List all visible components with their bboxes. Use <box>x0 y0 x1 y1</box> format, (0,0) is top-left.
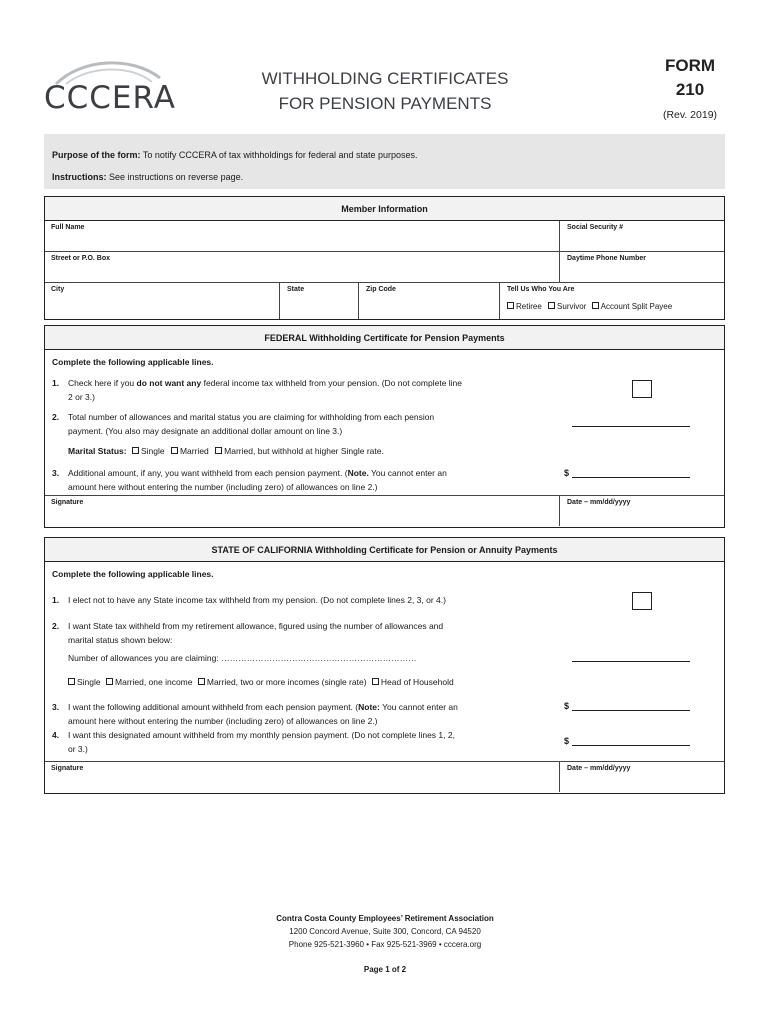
state-signature-field[interactable] <box>45 762 557 792</box>
purpose-label: Purpose of the form: <box>52 150 141 160</box>
state-allowances-line: Number of allowances you are claiming: …………………………………………………………… <box>68 653 417 663</box>
state-section-heading: STATE OF CALIFORNIA Withholding Certificate for Pension or Annuity Payments <box>45 538 724 562</box>
federal-additional-amount-input[interactable]: $ <box>564 468 690 478</box>
checkbox-icon[interactable] <box>592 302 599 309</box>
state-field[interactable] <box>281 283 357 319</box>
checkbox-icon[interactable] <box>215 447 222 454</box>
instructions-label: Instructions: <box>52 172 107 182</box>
federal-line-2: 2. Total number of allowances and marital status you are claiming for withholding from each pension payment. (You also may designate an additional dollar amount on line 3.) <box>52 412 435 436</box>
footer-contact: Phone 925-521-3960 • Fax 925-521-3969 • cccera.org <box>288 940 482 949</box>
member-information-section <box>44 196 725 320</box>
signature-label: Signature <box>51 765 84 772</box>
ssn-label: Social Security # <box>567 224 624 231</box>
checkbox-icon[interactable] <box>132 447 139 454</box>
page-number: Page 1 of 2 <box>363 965 407 974</box>
checkbox-icon[interactable] <box>372 678 379 685</box>
full-name-field[interactable] <box>45 221 557 252</box>
tell-us-field <box>501 283 723 319</box>
checkbox-icon[interactable] <box>548 302 555 309</box>
state-marital-status <box>68 675 454 689</box>
member-section-heading: Member Information <box>45 197 724 221</box>
logo-text: CCCERA <box>44 80 177 116</box>
checkbox-icon[interactable] <box>106 678 113 685</box>
checkbox-icon[interactable] <box>507 302 514 309</box>
street-field[interactable] <box>45 252 557 283</box>
divider <box>559 252 560 282</box>
divider <box>279 283 280 319</box>
state-line-4: 4. I want this designated amount withheld from my monthly pension payment. (Do not complete lines 1, 2, or 3.) <box>52 730 455 754</box>
state-line-1: 1. I elect not to have any State income tax withheld from my pension. (Do not complete lines 2, 3, or 4.) <box>52 595 446 605</box>
option-single[interactable]: Single <box>68 677 101 687</box>
form-revision: (Rev. 2019) <box>662 109 718 121</box>
federal-marital-status <box>68 444 384 458</box>
state-allowances-input[interactable] <box>572 652 690 662</box>
state-withholding-section <box>44 537 725 794</box>
option-married[interactable]: Married <box>171 446 209 456</box>
form-label: FORM <box>664 56 716 75</box>
option-married-higher-single[interactable]: Married, but withhold at higher Single rate. <box>215 446 384 456</box>
document-title <box>240 66 530 116</box>
divider <box>559 762 560 792</box>
purpose-box <box>44 134 725 189</box>
state-line-3: 3. I want the following additional amount withheld from each pension payment. (Note: You cannot enter an amount here without entering the number (including zero) of allowances on line 2.) <box>52 702 458 726</box>
option-account-split-payee[interactable]: Account Split Payee <box>592 302 673 311</box>
zip-label: Zip Code <box>366 286 396 293</box>
full-name-label: Full Name <box>51 224 85 231</box>
footer <box>200 912 570 951</box>
state-complete-instruction: Complete the following applicable lines. <box>52 569 214 579</box>
instructions-text: See instructions on reverse page. <box>109 172 244 182</box>
state-additional-amount-input[interactable]: $ <box>564 701 690 711</box>
instructions-line <box>52 166 717 188</box>
divider <box>499 283 500 319</box>
federal-lines <box>45 350 724 496</box>
state-signature-row <box>45 762 724 792</box>
checkbox-icon[interactable] <box>171 447 178 454</box>
zip-field[interactable] <box>360 283 498 319</box>
title-line-1: WITHHOLDING CERTIFICATES <box>261 69 509 88</box>
divider <box>559 221 560 251</box>
checkbox-icon[interactable] <box>198 678 205 685</box>
federal-line-3: 3. Additional amount, if any, you want withheld from each pension payment. (Note. You cannot enter an amount here without entering the number (including zero) of allowances on line 2.) <box>52 468 447 492</box>
tell-us-label: Tell Us Who You Are <box>507 286 575 293</box>
state-label: State <box>287 286 305 293</box>
option-retiree[interactable]: Retiree <box>507 302 542 311</box>
federal-withholding-section <box>44 325 725 528</box>
state-line-2: 2. I want State tax withheld from my retirement allowance, figured using the number of allowances and marital status shown below: <box>52 621 444 645</box>
option-married-one-income[interactable]: Married, one income <box>106 677 192 687</box>
federal-signature-row <box>45 496 724 526</box>
cccera-logo <box>44 56 177 120</box>
date-label: Date – mm/dd/yyyy <box>567 765 631 772</box>
row-street-phone <box>45 252 724 283</box>
option-survivor[interactable]: Survivor <box>548 302 586 311</box>
checkbox-icon[interactable] <box>68 678 75 685</box>
city-label: City <box>51 286 65 293</box>
marital-status-label: Marital Status: <box>68 446 127 456</box>
street-label: Street or P.O. Box <box>51 255 111 262</box>
state-date-field[interactable] <box>561 762 723 792</box>
federal-line-1: 1. Check here if you do not want any federal income tax withheld from your pension. (Do not complete line 2 or 3.) <box>52 378 463 402</box>
phone-label: Daytime Phone Number <box>567 255 646 262</box>
city-field[interactable] <box>45 283 277 319</box>
option-single[interactable]: Single <box>132 446 165 456</box>
title-line-2: FOR PENSION PAYMENTS <box>278 94 492 113</box>
purpose-line <box>52 144 717 166</box>
divider <box>358 283 359 319</box>
date-label: Date – mm/dd/yyyy <box>567 499 631 506</box>
option-head-of-household[interactable]: Head of Household <box>372 677 454 687</box>
divider <box>559 496 560 526</box>
option-married-two-incomes[interactable]: Married, two or more incomes (single rate) <box>198 677 367 687</box>
federal-date-field[interactable] <box>561 496 723 526</box>
federal-signature-field[interactable] <box>45 496 557 526</box>
state-lines <box>45 562 724 762</box>
footer-address: 1200 Concord Avenue, Suite 300, Concord, CA 94520 <box>289 927 481 936</box>
signature-label: Signature <box>51 499 84 506</box>
form-number: 210 <box>675 80 705 99</box>
footer-organization: Contra Costa County Employees’ Retirement Association <box>276 914 494 923</box>
state-designated-amount-input[interactable]: $ <box>564 736 690 746</box>
federal-no-withholding-checkbox[interactable] <box>632 380 652 398</box>
state-no-withholding-checkbox[interactable] <box>632 592 652 610</box>
federal-section-heading: FEDERAL Withholding Certificate for Pension Payments <box>45 326 724 350</box>
form-identifier <box>640 54 740 124</box>
phone-field[interactable] <box>561 252 723 283</box>
row-name-ssn <box>45 221 724 252</box>
purpose-text: To notify CCCERA of tax withholdings for federal and state purposes. <box>142 150 418 160</box>
federal-complete-instruction: Complete the following applicable lines. <box>52 357 214 367</box>
row-city-state-zip <box>45 283 724 319</box>
member-type-options <box>507 302 672 311</box>
ssn-field[interactable] <box>561 221 723 252</box>
federal-allowances-input[interactable] <box>572 417 690 427</box>
